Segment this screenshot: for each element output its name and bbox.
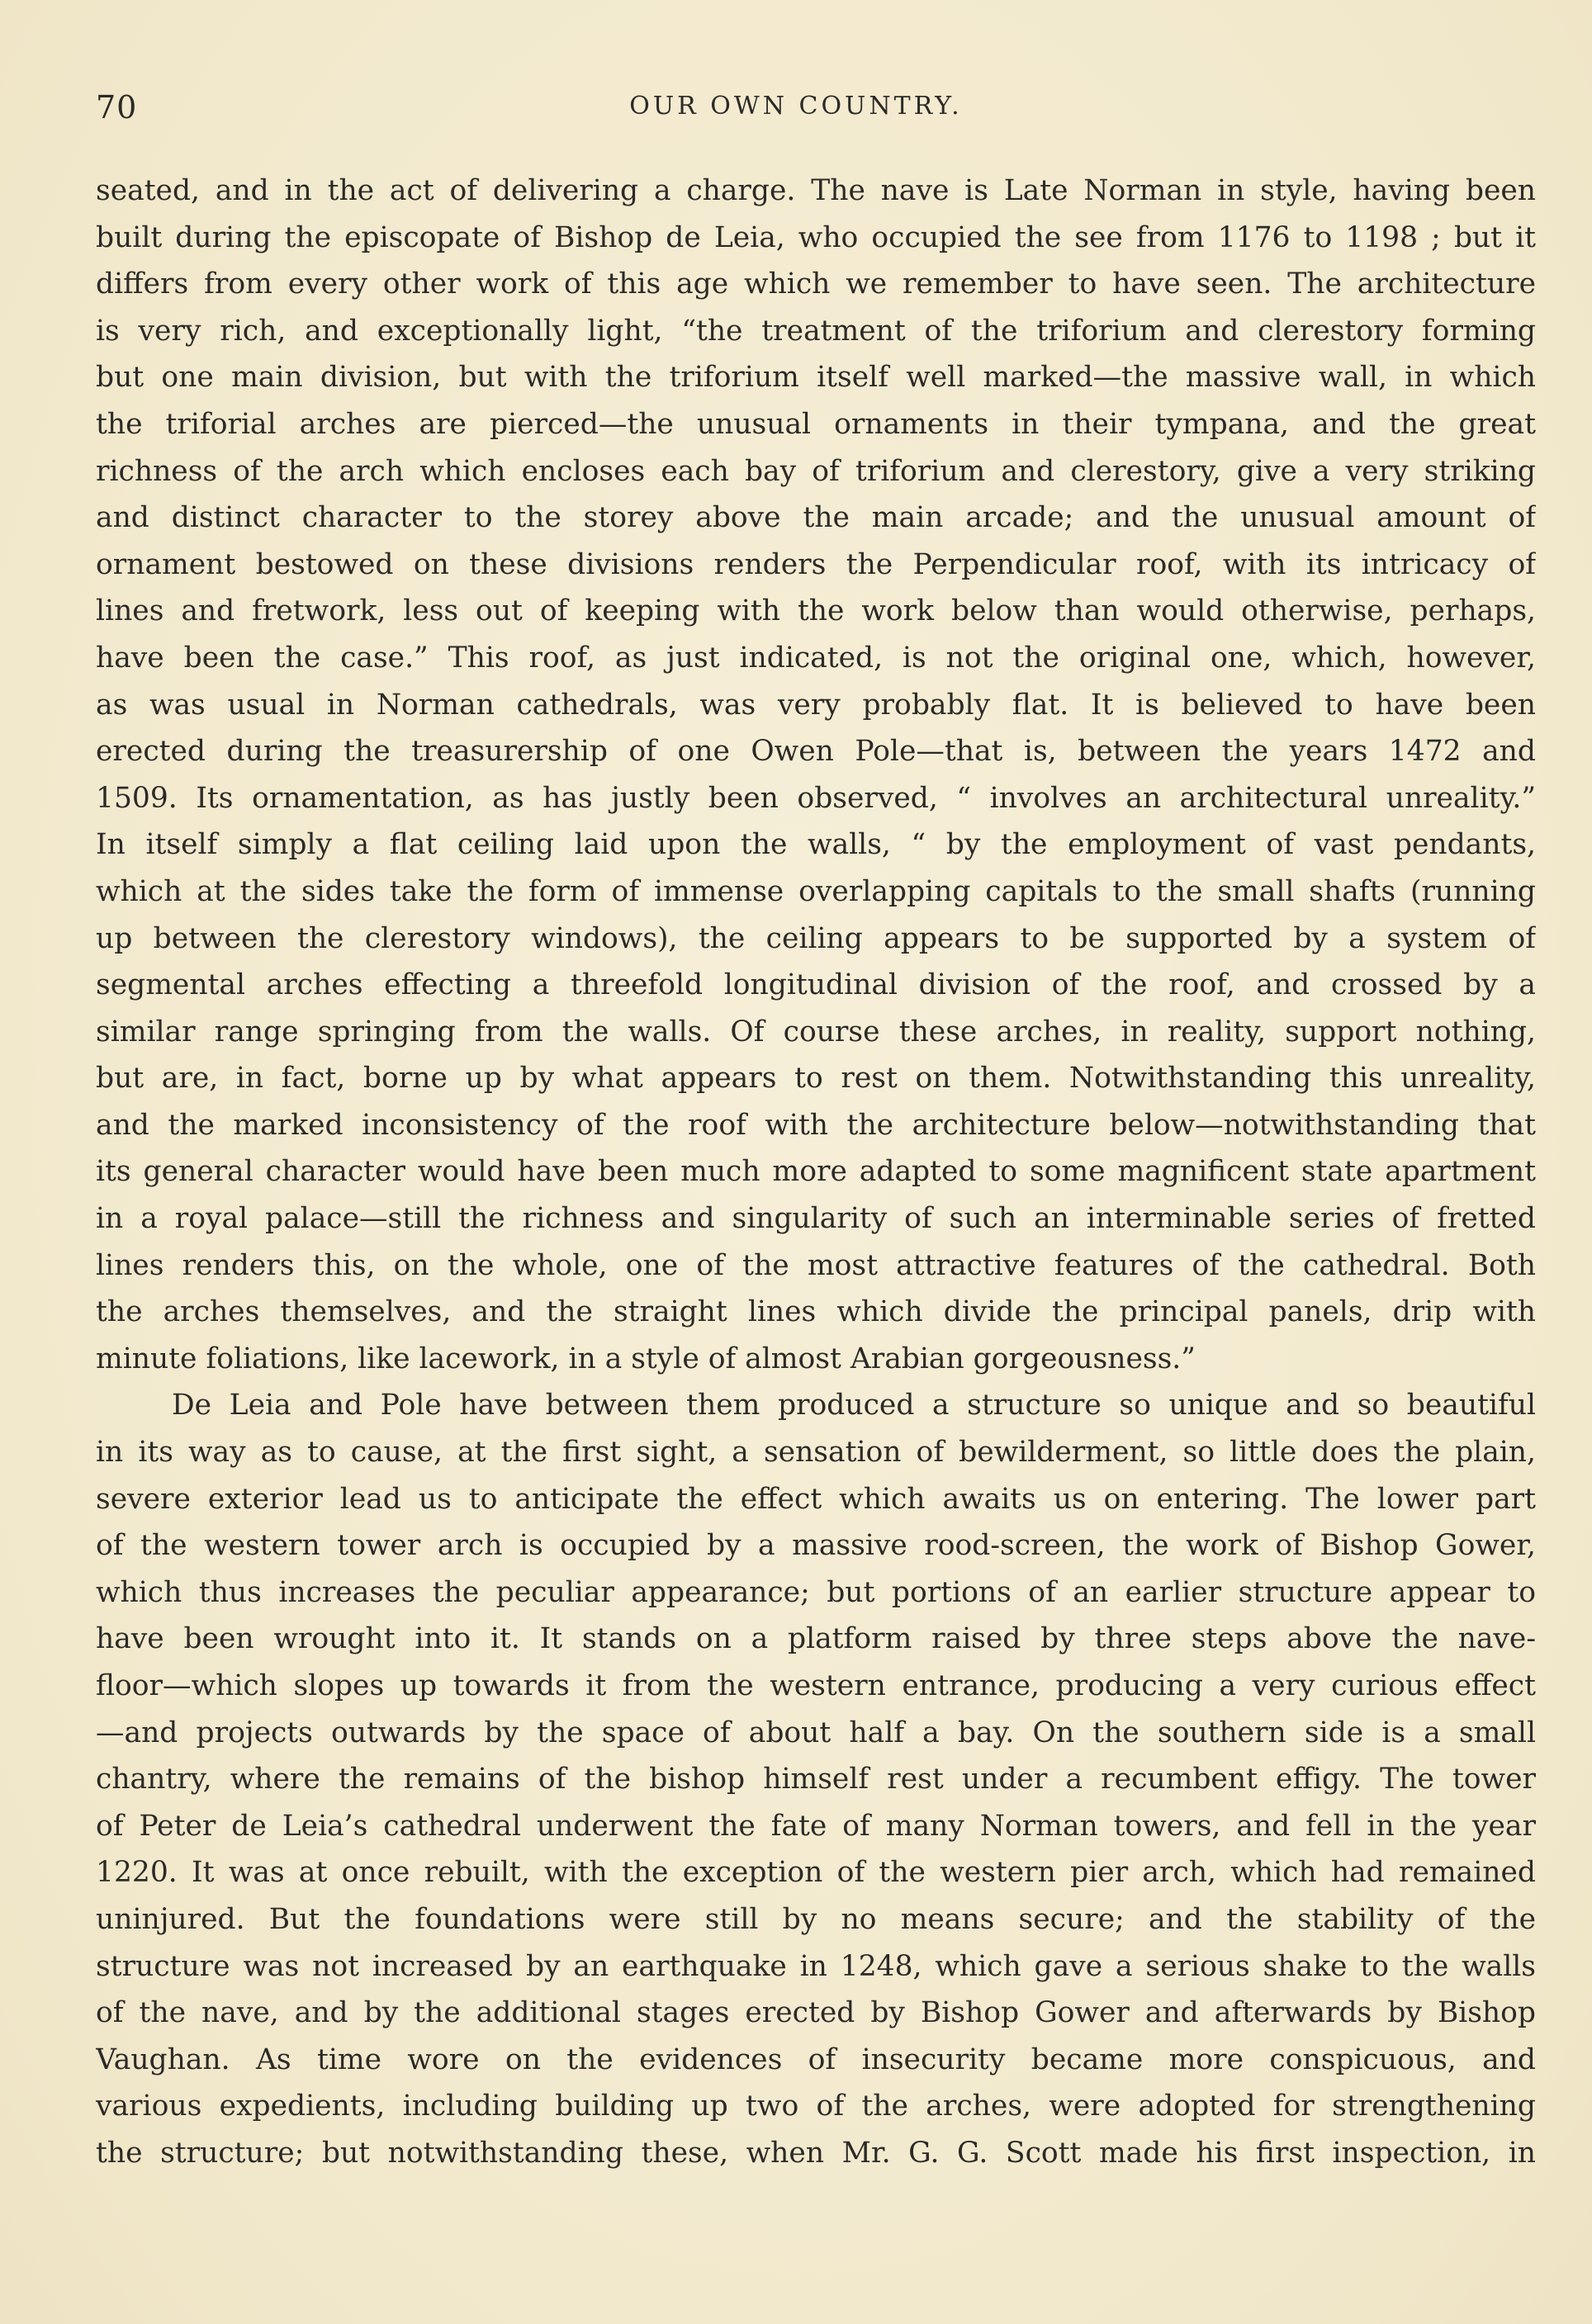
text-line: richness of the arch which encloses each bay of triforium and clerestory, give a very striking bbox=[96, 454, 1536, 488]
text-line: lines and fretwork, less out of keeping with the work below than would otherwise, perhaps, bbox=[96, 594, 1536, 628]
text-line: but are, in fact, borne up by what appears to rest on them. Notwithstanding this unreality, bbox=[96, 1062, 1536, 1096]
text-line: in its way as to cause, at the first sight, a sensation of bewilderment, so little does the plain, bbox=[96, 1436, 1536, 1470]
text-line: erected during the treasurership of one Owen Pole—that is, between the years 1472 and bbox=[96, 735, 1536, 769]
text-line: Vaughan. As time wore on the evidences of insecurity became more conspicuous, and bbox=[96, 2042, 1536, 2076]
text-line: the triforial arches are pierced—the unusual ornaments in their tympana, and the great bbox=[96, 407, 1536, 441]
text-line: the arches themselves, and the straight lines which divide the principal panels, drip with bbox=[96, 1295, 1536, 1329]
text-line: have been the case.” This roof, as just indicated, is not the original one, which, however, bbox=[96, 641, 1536, 674]
text-line: of Peter de Leia’s cathedral underwent the fate of many Norman towers, and fell in the year bbox=[96, 1809, 1536, 1843]
text-line: in a royal palace—still the richness and singularity of such an interminable series of fretted bbox=[96, 1202, 1536, 1236]
page-number: 70 bbox=[96, 89, 138, 125]
text-line: uninjured. But the foundations were still by no means secure; and the stability of the bbox=[96, 1902, 1536, 1936]
text-line: structure was not increased by an earthquake in 1248, which gave a serious shake to the walls bbox=[96, 1949, 1536, 1983]
text-line: but one main division, but with the triforium itself well marked—the massive wall, in which bbox=[96, 361, 1536, 395]
text-line: of the nave, and by the additional stages erected by Bishop Gower and afterwards by Bishop bbox=[96, 1996, 1536, 2030]
text-line: chantry, where the remains of the bishop himself rest under a recumbent effigy. The tower bbox=[96, 1763, 1536, 1796]
text-line: 1220. It was at once rebuilt, with the exception of the western pier arch, which had remained bbox=[96, 1856, 1536, 1890]
text-line: ornament bestowed on these divisions renders the Perpendicular roof, with its intricacy of bbox=[96, 547, 1536, 581]
running-head-title: OUR OWN COUNTRY. bbox=[629, 92, 963, 121]
text-line: —and projects outwards by the space of about half a bay. On the southern side is a small bbox=[96, 1716, 1536, 1749]
text-line: up between the clerestory windows), the ceiling appears to be supported by a system of bbox=[96, 921, 1536, 955]
text-line: seated, and in the act of delivering a charge. The nave is Late Norman in style, having been bbox=[96, 174, 1536, 207]
text-line: In itself simply a flat ceiling laid upon the walls, “ by the employment of vast pendants, bbox=[96, 828, 1536, 862]
text-line: segmental arches effecting a threefold longitudinal division of the roof, and crossed by a bbox=[96, 968, 1536, 1002]
text-line: its general character would have been much more adapted to some magnificent state apartment bbox=[96, 1155, 1536, 1189]
text-line: which thus increases the peculiar appearance; but portions of an earlier structure appear to bbox=[96, 1575, 1536, 1609]
text-line: lines renders this, on the whole, one of the most attractive features of the cathedral. Both bbox=[96, 1248, 1536, 1282]
text-line: severe exterior lead us to anticipate the effect which awaits us on entering. The lower part bbox=[96, 1482, 1536, 1516]
text-line: as was usual in Norman cathedrals, was very probably flat. It is believed to have been bbox=[96, 688, 1536, 722]
text-line: the structure; but notwithstanding these, when Mr. G. G. Scott made his first inspection, in bbox=[96, 2136, 1536, 2170]
body-text bbox=[96, 168, 1536, 2177]
text-line: and distinct character to the storey above the main arcade; and the unusual amount of bbox=[96, 501, 1536, 535]
text-line: various expedients, including building up two of the arches, were adopted for strengthening bbox=[96, 2090, 1536, 2123]
text-line-paragraph-end: minute foliations, like lacework, in a style of almost Arabian gorgeousness.” bbox=[96, 1342, 1196, 1375]
text-line: differs from every other work of this age which we remember to have seen. The architecture bbox=[96, 267, 1536, 301]
text-line-paragraph-start: De Leia and Pole have between them produced a structure so unique and so beautiful bbox=[172, 1389, 1536, 1422]
text-line: and the marked inconsistency of the roof with the architecture below—notwithstanding that bbox=[96, 1108, 1536, 1142]
text-line: floor—which slopes up towards it from the western entrance, producing a very curious effect bbox=[96, 1669, 1536, 1702]
text-line: built during the episcopate of Bishop de Leia, who occupied the see from 1176 to 1198 ; but it bbox=[96, 220, 1536, 254]
text-line: which at the sides take the form of immense overlapping capitals to the small shafts (running bbox=[96, 874, 1536, 908]
text-line: of the western tower arch is occupied by a massive rood-screen, the work of Bishop Gower, bbox=[96, 1529, 1536, 1563]
text-line: similar range springing from the walls. Of course these arches, in reality, support nothing, bbox=[96, 1015, 1536, 1048]
text-line: 1509. Its ornamentation, as has justly been observed, “ involves an architectural unreality.” bbox=[96, 781, 1536, 815]
text-line: is very rich, and exceptionally light, “the treatment of the triforium and clerestory forming bbox=[96, 314, 1536, 348]
text-line: have been wrought into it. It stands on a platform raised by three steps above the nave- bbox=[96, 1622, 1536, 1656]
